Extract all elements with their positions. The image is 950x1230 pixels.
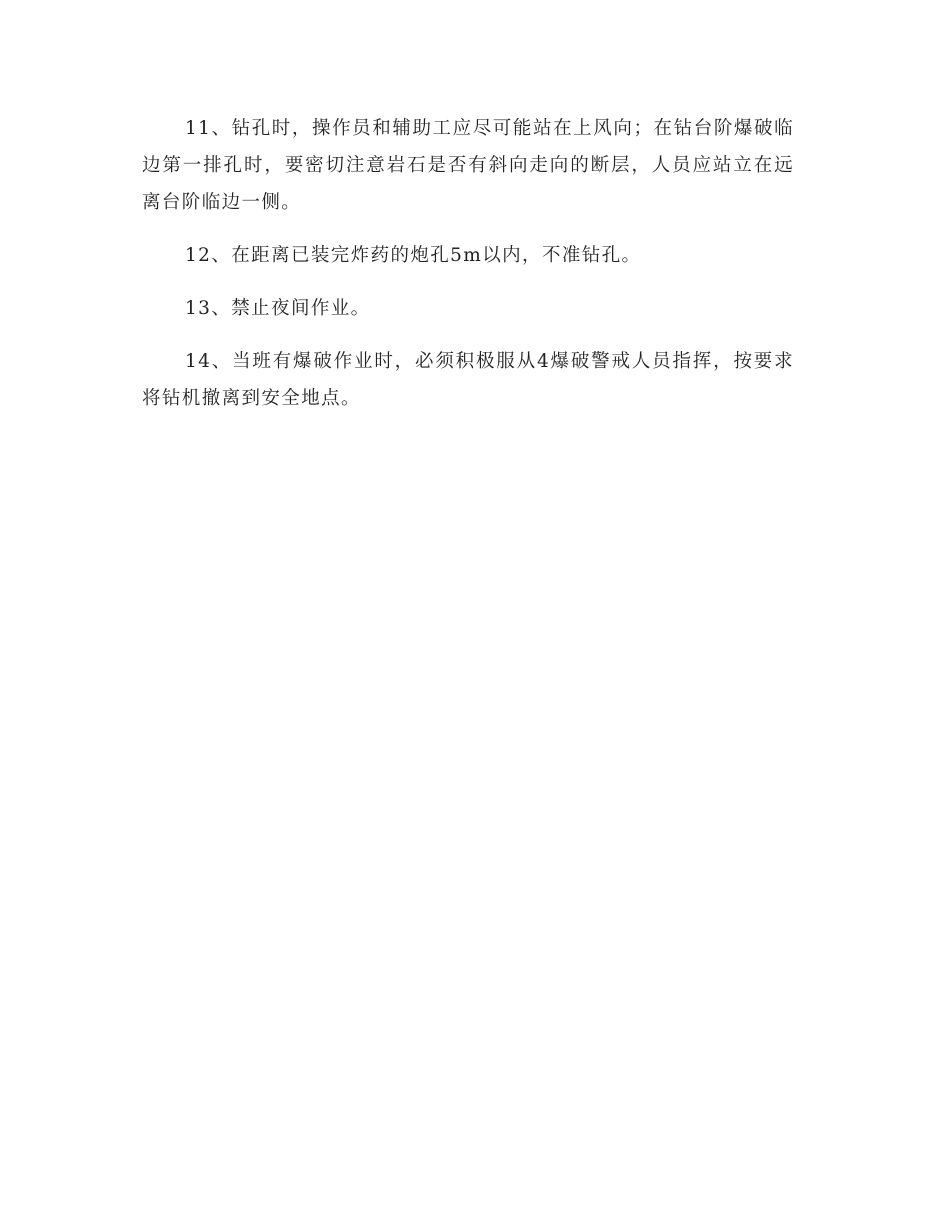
paragraph-item-14: 14、当班有爆破作业时，必须积极服从4爆破警戒人员指挥，按要求将钻机撤离到安全地点。 [142,351,794,409]
paragraph-item-11: 11、钻孔时，操作员和辅助工应尽可能站在上风向；在钻台阶爆破临边第一排孔时，要密切注意岩石是否有斜向走向的断层，人员应站立在远离台阶临边一侧。 [142,118,794,213]
paragraph-item-13: 13、禁止夜间作业。 [185,298,371,319]
document-body [142,110,794,433]
paragraph-item-12: 12、在距离已装完炸药的炮孔5m以内，不准钻孔。 [185,245,642,266]
